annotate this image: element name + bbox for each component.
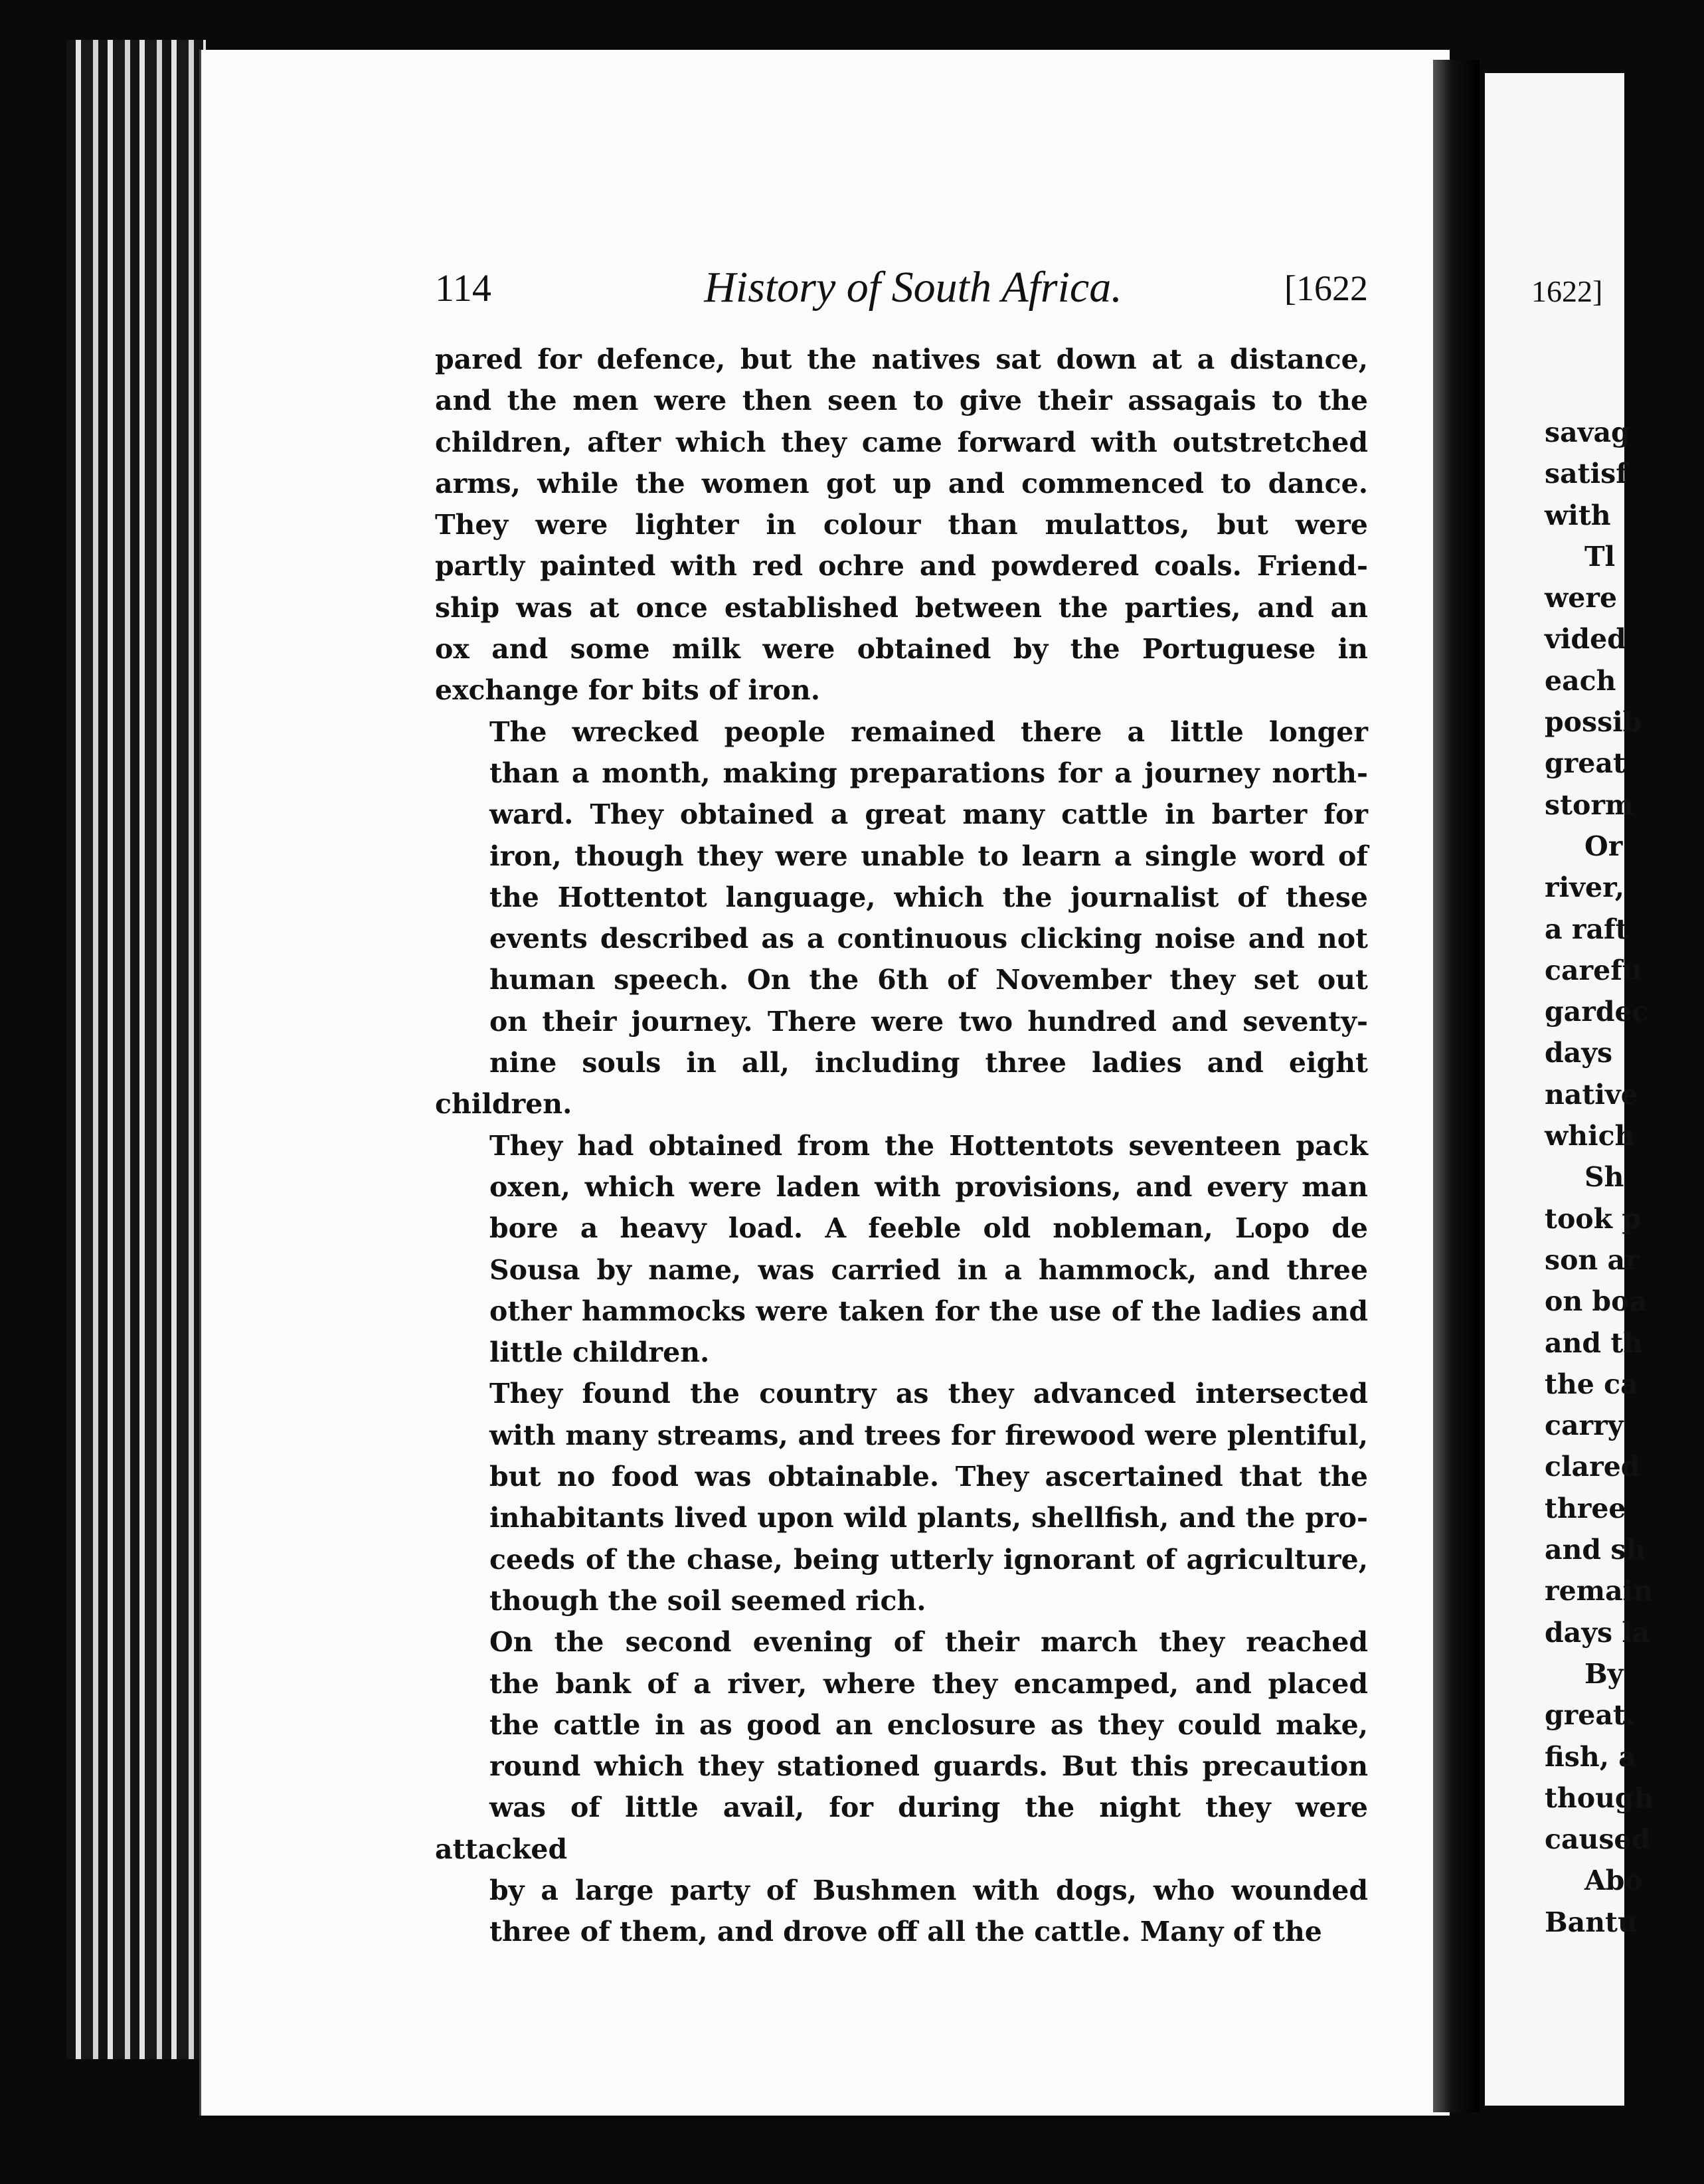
facing-text-line: with [1545,499,1611,531]
facing-page-text [1545,412,1704,1943]
running-head [435,262,1368,322]
facing-text-line: caused [1545,1823,1651,1856]
text-line: human speech. On the 6th of November they set out [489,964,1368,996]
text-line: pared for defence, but the natives sat down at a distance, [435,343,1368,375]
paragraph [435,1621,1368,1952]
facing-text-line: fish, a [1545,1740,1636,1773]
facing-text-line: were [1545,582,1618,614]
facing-page [1485,73,1654,2106]
facing-text-line: on boa [1545,1285,1648,1318]
facing-text-line: possib [1545,706,1642,739]
body-text [435,339,1368,1953]
facing-text-line: Abo [1584,1865,1643,1897]
text-line: by a large party of Bushmen with dogs, who wounded [489,1874,1368,1906]
text-line: events described as a continuous clicking noise and not [489,923,1368,955]
text-line: but no food was obtainable. They ascertained that the [489,1461,1368,1493]
facing-text-line: the ca [1545,1368,1638,1400]
text-line: oxen, which were laden with provisions, and every man [489,1170,1368,1203]
facing-text-line: satisf [1545,458,1628,490]
facing-text-line: and th [1545,1326,1644,1359]
facing-text-line: which [1545,1120,1635,1152]
text-line: ceeds of the chase, being utterly ignorant of agriculture, [489,1543,1368,1576]
facing-text-line: and sh [1545,1534,1646,1566]
text-line: was of little avail, for during the night they were attacked [435,1791,1368,1865]
text-line: They found the country as they advanced intersected [489,1378,1368,1410]
text-line: bore a heavy load. A feeble old nobleman, Lopo de [489,1212,1368,1245]
text-line: exchange for bits of iron. [435,674,820,707]
text-line: Sousa by name, was carried in a hammock, and three [489,1253,1368,1286]
text-line: round which they stationed guards. But this precaution [489,1750,1368,1783]
text-line: though the soil seemed rich. [489,1584,926,1617]
book-gutter [1433,60,1480,2112]
text-line: ship was at once established between the parties, and an [435,591,1368,624]
text-line: inhabitants lived upon wild plants, shellfish, and the pro- [489,1502,1368,1534]
facing-text-line: remain [1545,1575,1654,1607]
running-title: History of South Africa. [704,263,1122,312]
facing-text-line: native [1545,1078,1638,1111]
facing-text-line: savag [1545,416,1630,448]
facing-text-line: vided [1545,623,1626,656]
text-line: partly painted with red ochre and powdered coals. Friend- [435,550,1368,583]
facing-text-line: river, [1545,871,1624,904]
text-line: The wrecked people remained there a little longer [489,715,1368,748]
text-line: On the second evening of their march they reached [489,1626,1368,1659]
facing-text-line: clared [1545,1451,1640,1483]
paragraph [435,1373,1368,1621]
facing-text-line: storm [1545,788,1634,821]
facing-text-line: carry [1545,1410,1624,1442]
text-line: the cattle in as good an enclosure as they could make, [489,1708,1368,1741]
facing-text-line: Tl [1584,540,1616,573]
facing-text-line: Sh [1584,1161,1624,1194]
facing-text-line: Bantu [1545,1906,1638,1938]
facing-page-header: 1622] [1531,274,1603,308]
facing-text-line: great. [1545,1699,1636,1732]
facing-text-line: days [1545,1037,1613,1069]
text-line: on their journey. There were two hundred and seventy- [489,1005,1368,1038]
page-number: 114 [435,266,491,310]
facing-text-line: each [1545,664,1616,697]
text-line: arms, while the women got up and commenced to dance. [435,467,1368,500]
text-line: than a month, making preparations for a journey north- [489,757,1368,789]
facing-text-line: carefu [1545,954,1642,986]
text-line: ox and some milk were obtained by the Portuguese in [435,633,1368,666]
facing-text-line: days la [1545,1616,1650,1649]
text-line: the bank of a river, where they encamped, and placed [489,1667,1368,1700]
text-line: They had obtained from the Hottentots seventeen pack [489,1129,1368,1162]
facing-text-line: though [1545,1781,1654,1814]
text-line: other hammocks were taken for the use of the ladies and [489,1295,1368,1327]
facing-text-line: three [1545,1492,1626,1524]
text-line: iron, though they were unable to learn a single word of [489,840,1368,872]
facing-text-line: took p [1545,1202,1641,1235]
facing-text-line: great [1545,747,1626,780]
text-line: the Hottentot language, which the journalist of these [489,881,1368,913]
text-line: They were lighter in colour than mulattos, but were [435,509,1368,541]
facing-text-line: a raft [1545,913,1628,945]
paragraph [435,711,1368,1374]
text-line: and the men were then seen to give their assagais to the [435,385,1368,417]
text-line: children, after which they came forward with outstretched [435,426,1368,458]
book-page-edges [66,40,206,2059]
text-line: three of them, and drove off all the cattle. Many of the [489,1916,1322,1948]
running-date: [1622 [1284,268,1368,308]
text-line: nine souls in all, including three ladies and eight children. [435,1047,1368,1121]
facing-text-line: gardec [1545,996,1649,1028]
text-line: ward. They obtained a great many cattle in barter for [489,798,1368,831]
text-line: with many streams, and trees for firewood were plentiful, [489,1419,1368,1451]
text-line: little children. [489,1336,710,1369]
facing-text-line: son ar [1545,1243,1640,1276]
facing-text-line: Or [1584,830,1623,862]
paragraph [435,339,1368,711]
facing-text-line: By [1584,1657,1624,1690]
